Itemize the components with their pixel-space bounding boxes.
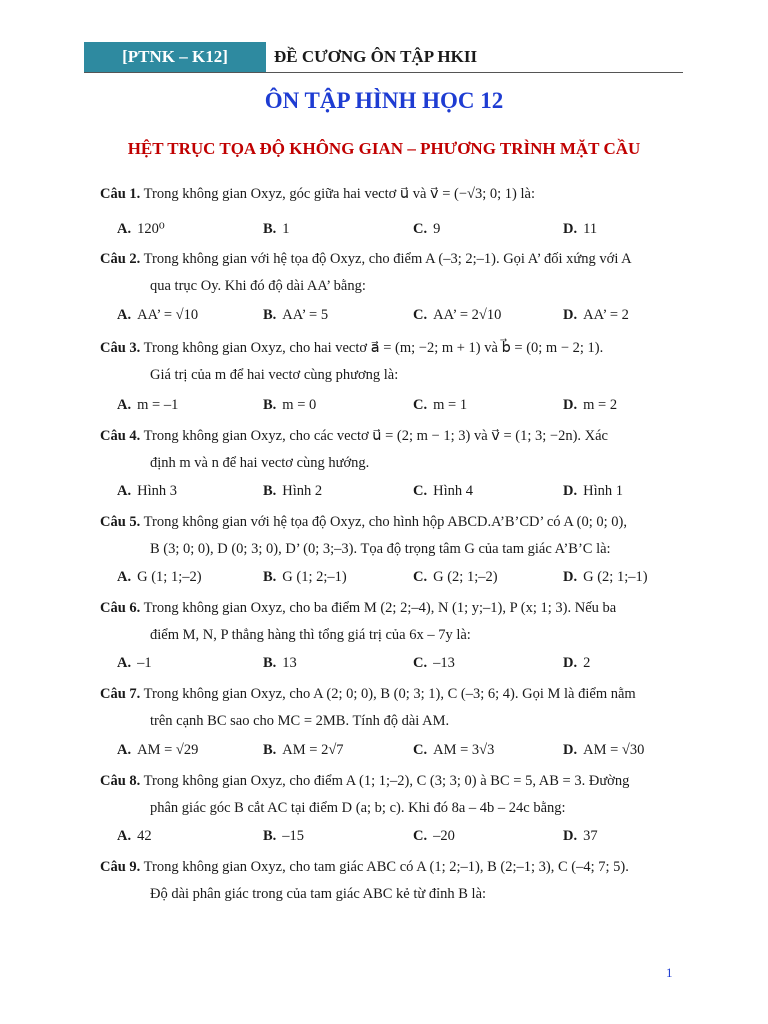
question-text-cont: Độ dài phân giác trong của tam giác ABC kẻ từ đỉnh B là: [150,886,487,902]
option-b[interactable]: B. G (1; 2;–1) [263,569,347,585]
option-a[interactable]: A. 120⁰ [117,221,165,237]
option-d[interactable]: D. m = 2 [563,397,618,413]
question-text-cont: B (3; 0; 0), D (0; 3; 0), D’ (0; 3;–3). Tọa độ trọng tâm G của tam giác A’B’C là: [150,541,611,557]
question-text-cont: điểm M, N, P thẳng hàng thì tổng giá trị của 6x – 7y là: [150,627,471,643]
question-text: Trong không gian Oxyz, cho các vectơ u⃗ = (2; m − 1; 3) và v⃗ = (1; 3; −2n). Xác [143,428,608,444]
question-label: Câu 8. [100,773,141,789]
question-text: Trong không gian Oxyz, góc giữa hai vectơ u⃗ và v⃗ = (−√3; 0; 1) là: [143,186,535,202]
question-3 [100,335,680,389]
option-b[interactable]: B. Hình 2 [263,483,323,499]
question-6 [100,595,680,649]
question-text: Trong không gian Oxyz, cho tam giác ABC có A (1; 2;–1), B (2;–1; 3), C (–4; 7; 5). [143,859,629,875]
header-badge: [PTNK – K12] [84,42,266,72]
answer-row [117,483,697,503]
answer-row [117,569,697,589]
question-9 [100,854,680,908]
question-text-cont: phân giác góc B cắt AC tại điểm D (a; b; c). Khi đó 8a – 4b – 24c bằng: [150,800,566,816]
question-2 [100,246,680,300]
question-label: Câu 2. [100,251,141,267]
page-number: 1 [666,965,673,980]
option-d[interactable]: D. 2 [563,655,591,671]
option-a[interactable]: A. AM = √29 [117,742,199,758]
option-b[interactable]: B. m = 0 [263,397,317,413]
option-d[interactable]: D. AM = √30 [563,742,645,758]
question-text: Trong không gian Oxyz, cho A (2; 0; 0), B (0; 3; 1), C (–3; 6; 4). Gọi M là điểm nằm [143,686,636,702]
header-title: ĐỀ CƯƠNG ÔN TẬP HKII [274,47,478,66]
section-subtitle: HỆT TRỤC TỌA ĐỘ KHÔNG GIAN – PHƯƠNG TRÌNH MẶT CẦU [127,139,641,158]
question-text-cont: định m và n để hai vectơ cùng hướng. [150,455,370,471]
answer-row [117,655,697,675]
question-label: Câu 5. [100,514,141,530]
option-a[interactable]: A. Hình 3 [117,483,177,499]
question-text: Trong không gian Oxyz, cho ba điểm M (2; 2;–4), N (1; y;–1), P (x; 1; 3). Nếu ba [143,600,617,616]
question-4 [100,423,680,477]
option-c[interactable]: C. 9 [413,221,441,237]
question-label: Câu 3. [100,340,141,356]
option-c[interactable]: C. –13 [413,655,455,671]
option-c[interactable]: C. Hình 4 [413,483,473,499]
option-d[interactable]: D. 37 [563,828,598,844]
question-7 [100,681,680,735]
question-1 [100,181,680,208]
page-title: ÔN TẬP HÌNH HỌC 12 [264,88,504,113]
option-d[interactable]: D. G (2; 1;–1) [563,569,648,585]
option-c[interactable]: C. AM = 3√3 [413,742,495,758]
question-text: Trong không gian với hệ tọa độ Oxyz, cho hình hộp ABCD.A’B’CD’ có A (0; 0; 0), [143,514,628,530]
question-5 [100,509,680,563]
option-a[interactable]: A. G (1; 1;–2) [117,569,202,585]
question-text-cont: Giá trị của m để hai vectơ cùng phương là: [150,367,399,383]
question-8 [100,768,680,822]
question-label: Câu 1. [100,186,141,202]
question-label: Câu 7. [100,686,141,702]
option-d[interactable]: D. AA’ = 2 [563,307,629,323]
header-divider [84,72,683,73]
option-b[interactable]: B. 1 [263,221,290,237]
question-text-cont: qua trục Oy. Khi đó độ dài AA’ bằng: [150,278,366,294]
option-b[interactable]: B. –15 [263,828,305,844]
option-a[interactable]: A. 42 [117,828,152,844]
option-c[interactable]: C. G (2; 1;–2) [413,569,498,585]
option-a[interactable]: A. –1 [117,655,152,671]
answer-row [117,397,697,417]
question-label: Câu 9. [100,859,141,875]
option-b[interactable]: B. 13 [263,655,297,671]
option-c[interactable]: C. m = 1 [413,397,468,413]
option-b[interactable]: B. AA’ = 5 [263,307,329,323]
question-text: Trong không gian Oxyz, cho hai vectơ a⃗ = (m; −2; m + 1) và b⃗ = (0; m − 2; 1). [143,340,604,356]
option-d[interactable]: D. Hình 1 [563,483,623,499]
question-text: Trong không gian với hệ tọa độ Oxyz, cho điểm A (–3; 2;–1). Gọi A’ đối xứng với A [143,251,632,267]
option-c[interactable]: C. –20 [413,828,455,844]
question-text: Trong không gian Oxyz, cho điểm A (1; 1;–2), C (3; 3; 0) à BC = 5, AB = 3. Đường [143,773,630,789]
question-label: Câu 6. [100,600,141,616]
option-b[interactable]: B. AM = 2√7 [263,742,344,758]
answer-row [117,742,697,762]
answer-row [117,307,697,327]
question-label: Câu 4. [100,428,141,444]
answer-row [117,221,697,241]
option-c[interactable]: C. AA’ = 2√10 [413,307,502,323]
answer-row [117,828,697,848]
question-text-cont: trên cạnh BC sao cho MC = 2MB. Tính độ dài AM. [150,713,450,729]
option-a[interactable]: A. AA’ = √10 [117,307,199,323]
option-d[interactable]: D. 11 [563,221,598,237]
option-a[interactable]: A. m = –1 [117,397,179,413]
